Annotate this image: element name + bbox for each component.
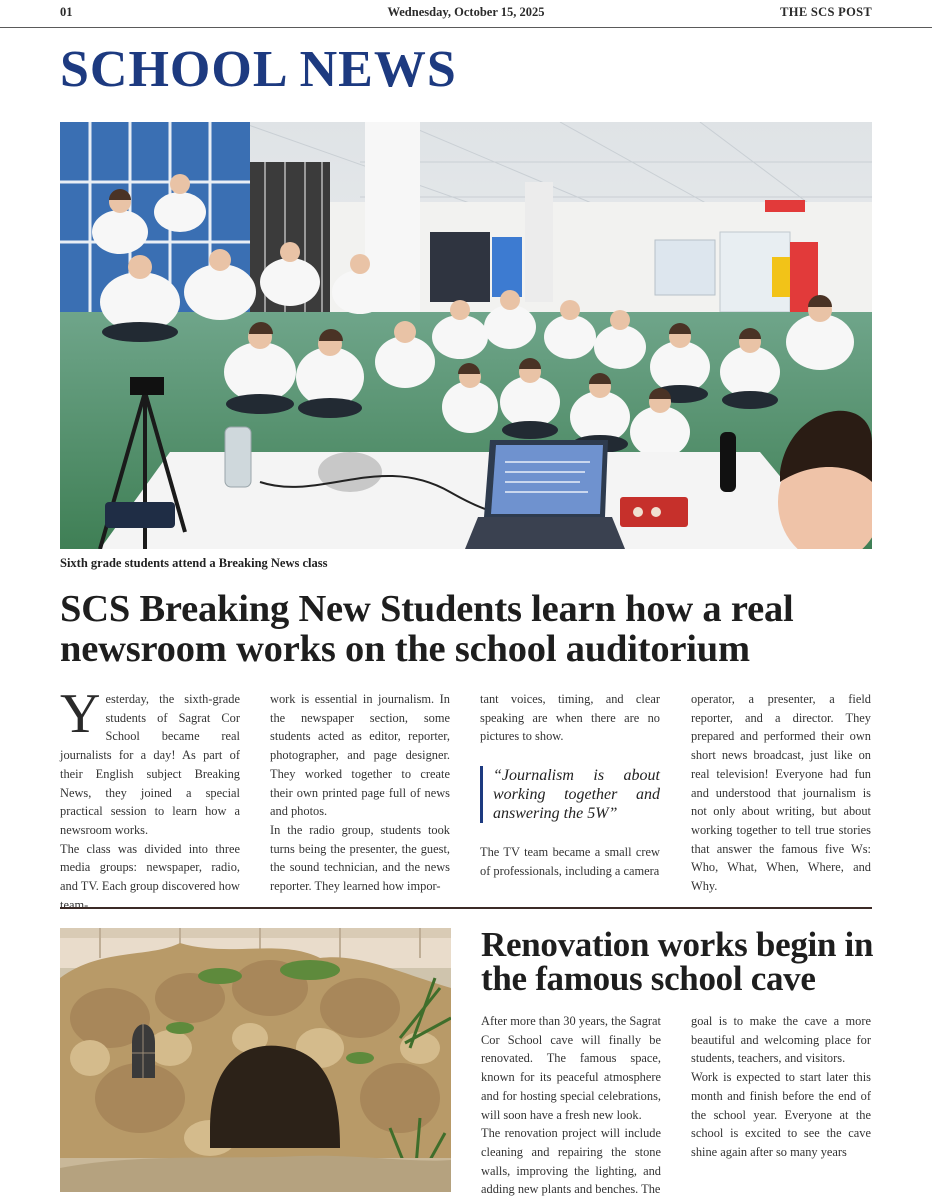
article-column (691, 690, 871, 896)
pull-quote: “Journalism is about working together and answering the 5W” (480, 766, 660, 823)
article-body (481, 1012, 872, 1200)
article-paragraph: tant voices, timing, and clear speaking are when there are no pictures to show. (480, 692, 660, 744)
article-column (60, 683, 240, 914)
paragraph-text: esterday, the sixth-grade students of Sagrat Cor School became real journalists for a day! As part of their English subject Breaking News, they joined a special practical session to learn how a newsroom works. (60, 692, 240, 837)
article-paragraph: In the radio group, students took turns being the presenter, the guest, the sound technician, and the news reporter. They learned how impor- (270, 822, 450, 894)
article-column (481, 1012, 661, 1199)
article-column (480, 690, 660, 881)
drop-cap: Y (60, 683, 101, 745)
masthead (0, 0, 932, 28)
section-divider (60, 907, 872, 909)
school-cave-photo (60, 928, 451, 1192)
newsroom-class-photo (60, 122, 872, 549)
article-paragraph: work is essential in journalism. In the newspaper section, some students acted as editor, reporter, photographer, and page designer. They worked together to create their own printed page full of news and photos. (270, 692, 450, 819)
photo-caption: Sixth grade students attend a Breaking News class (60, 556, 328, 570)
publication-name: THE SCS POST (780, 5, 872, 19)
article-paragraph: The renovation project will include cleaning and repairing the stone walls, improving the lighting, and adding new plants and benches. The (481, 1126, 661, 1197)
article-body (60, 683, 872, 912)
article-paragraph: operator, a presenter, a field reporter, and a director. They prepared and performed their own short news broadcast, just like on real television! Everyone had fun and understood that journalism is not only about writing, but about working together to tell true stories that answer the famous five Ws: Who, What, When, Where, and Why. (691, 692, 871, 894)
article-paragraph: After more than 30 years, the Sagrat Cor School cave will finally be renovated. The famous space, known for its peaceful atmosphere and for hosting special celebrations, will soon have a fresh new look. (481, 1014, 661, 1122)
article-paragraph: The TV team became a small crew of professionals, including a camera (480, 845, 660, 878)
article-headline: Renovation works begin in the famous school cave (481, 925, 874, 998)
article-paragraph: The class was divided into three media groups: newspaper, radio, and TV. Each group discovered how team- (60, 841, 240, 912)
article-column (270, 690, 450, 896)
section-title: SCHOOL NEWS (60, 41, 457, 98)
article-paragraph (60, 683, 240, 840)
issue-date: Wednesday, October 15, 2025 (387, 5, 545, 19)
article-column (691, 1012, 871, 1162)
article-paragraph: goal is to make the cave a more beautiful and welcoming place for students, teachers, and visitors. (691, 1014, 871, 1066)
article-headline: SCS Breaking New Students learn how a real newsroom works on the school auditorium (60, 588, 794, 670)
article-paragraph: Work is expected to start later this month and finish before the end of the school year. Everyone at the school is excited to see the cave shine again after so many years (691, 1070, 871, 1159)
page-number: 01 (60, 5, 73, 19)
